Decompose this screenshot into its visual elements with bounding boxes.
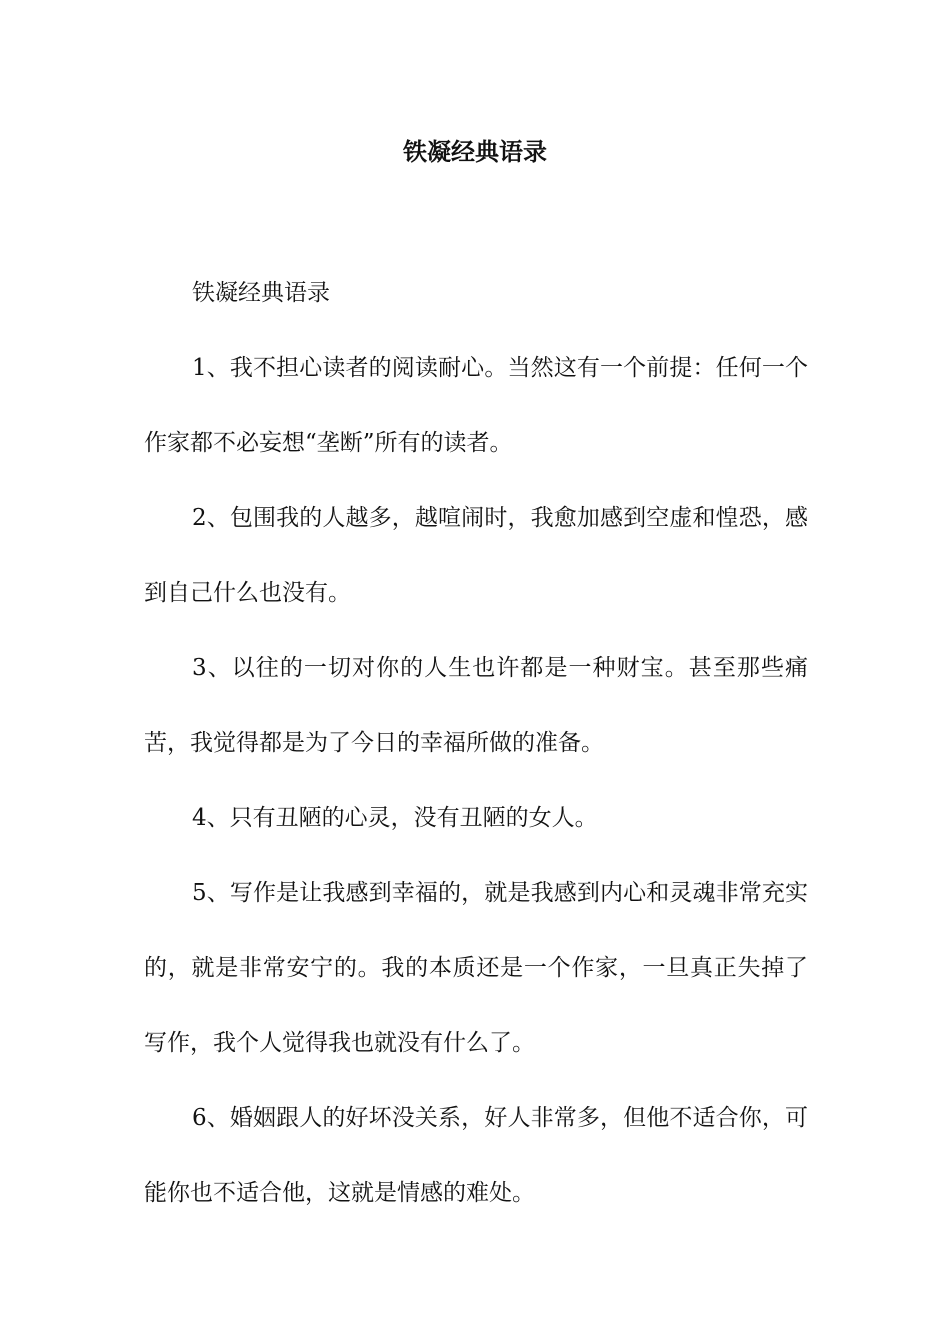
quote-paragraph-6: 6、婚姻跟人的好坏没关系，好人非常多，但他不适合你，可能你也不适合他，这就是情感的难处。 [144,1105,808,1206]
quote-paragraph-4: 4、只有丑陋的心灵，没有丑陋的女人。 [192,805,598,831]
subtitle-paragraph: 铁凝经典语录 [192,280,330,306]
document-body [144,256,808,1231]
document-title: 铁凝经典语录 [403,137,547,166]
quote-paragraph-2: 2、包围我的人越多，越喧闹时，我愈加感到空虚和惶恐，感到自己什么也没有。 [144,505,808,606]
quote-paragraph-3: 3、以往的一切对你的人生也许都是一种财宝。甚至那些痛苦，我觉得都是为了今日的幸福所做的准备。 [144,655,808,756]
quote-paragraph-1: 1、我不担心读者的阅读耐心。当然这有一个前提：任何一个作家都不必妄想“垄断”所有的读者。 [144,355,808,456]
quote-paragraph-5: 5、写作是让我感到幸福的，就是我感到内心和灵魂非常充实的，就是非常安宁的。我的本质还是一个作家，一旦真正失掉了写作，我个人觉得我也就没有什么了。 [144,880,808,1056]
